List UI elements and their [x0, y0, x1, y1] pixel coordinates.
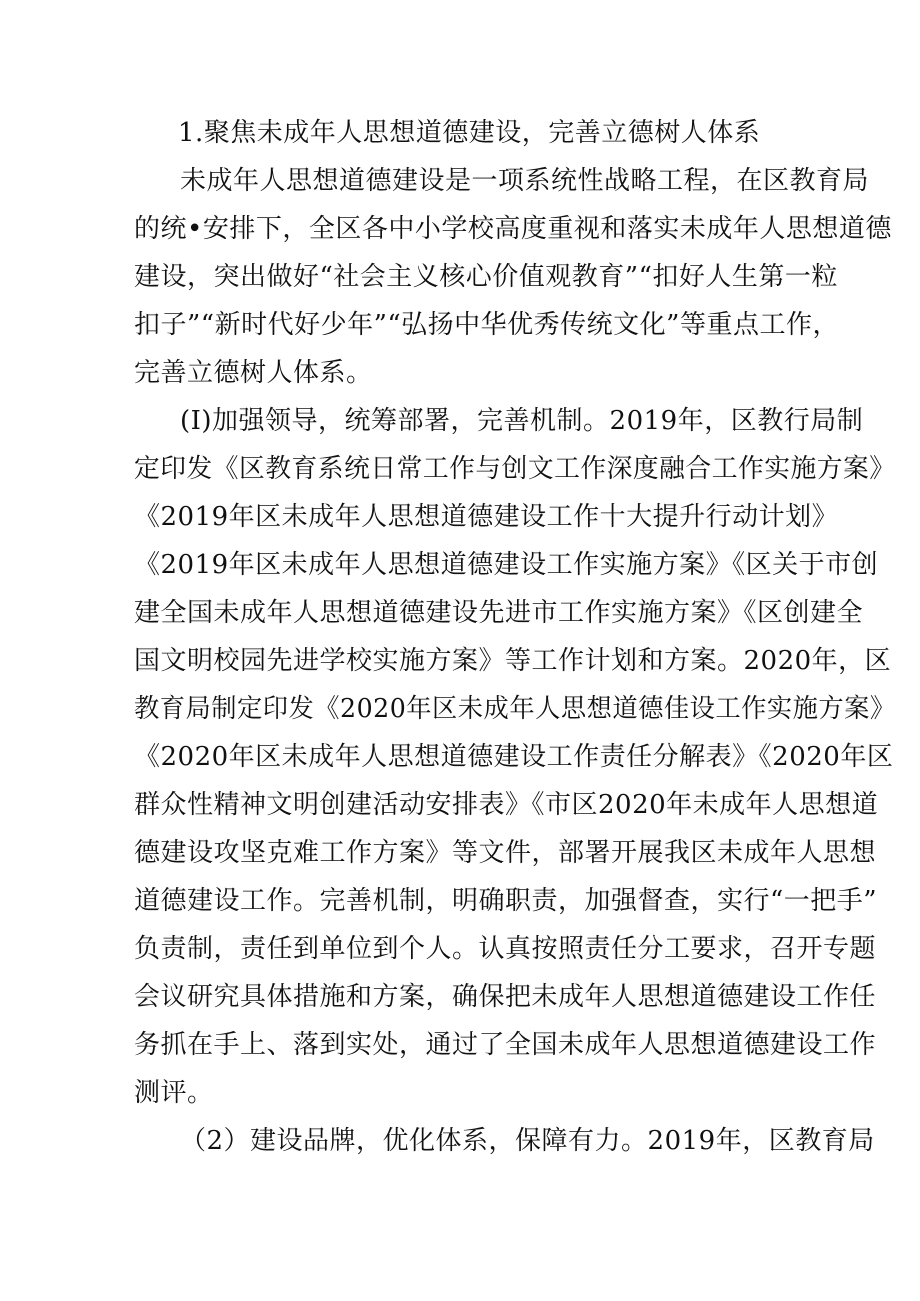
paragraph-line: 《2019年区未成年人思想道德建设工作实施方案》《区关于市创	[134, 550, 879, 580]
paragraph-line: 完善立德树人体系。	[134, 358, 373, 388]
paragraph-line: 扣子”“新时代好少年”“弘扬中华优秀传统文化”等重点工作，	[134, 310, 839, 340]
paragraph-line: 的统•安排下，全区各中小学校高度重视和落实未成年人思想道德	[134, 214, 892, 244]
paragraph-line: 群众性精神文明创建活动安排表》《市区2020年未成年人思想道	[134, 790, 879, 820]
paragraph-line: 国文明校园先进学校实施方案》等工作计划和方案。2020年，区	[134, 646, 892, 676]
paragraph-line: 建全国未成年人思想道德建设先进市工作实施方案》《区创建全	[134, 598, 864, 628]
paragraph-line: 《2020年区未成年人思想道德建设工作责任分解表》《2020年区	[134, 742, 894, 772]
paragraph-line: 道德建设工作。完善机制，明确职责，加强督查，实行“一把手”	[134, 886, 878, 916]
paragraph-line: (I)加强领导，统筹部署，完善机制。2019年，区教行局制	[180, 406, 864, 436]
paragraph-line: 建设，突出做好“社会主义核心价值观教育”“扣好人生第一粒	[134, 262, 838, 292]
paragraph-line: （2）建设品牌，优化体系，保障有力。2019年，区教育局	[180, 1126, 875, 1156]
paragraph-line: 《2019年区未成年人思想道德建设工作十大提升行动计划》	[134, 502, 839, 532]
paragraph-line: 负责制，责任到单位到个人。认真按照责任分工要求，召开专题	[134, 934, 877, 964]
paragraph-line: 未成年人思想道德建设是一项系统性战略工程，在区教育局	[180, 166, 870, 196]
paragraph-line: 德建设攻坚克难工作方案》等文件，部署开展我区未成年人思想	[134, 838, 877, 868]
paragraph-line: 定印发《区教育系统日常工作与创文工作深度融合工作实施方案》	[134, 454, 896, 484]
paragraph-line: 会议研究具体措施和方案，确保把未成年人思想道德建设工作任	[134, 982, 877, 1012]
paragraph-line: 测评。	[134, 1078, 214, 1108]
paragraph-line: 务抓在手上、落到实处，通过了全国未成年人思想道德建设工作	[134, 1030, 877, 1060]
paragraph-line: 教育局制定印发《2020年区未成年人思想道德佳设工作实施方案》	[134, 694, 896, 724]
section-heading: 1.聚焦未成年人思想道德建设，完善立德树人体系	[178, 118, 761, 148]
